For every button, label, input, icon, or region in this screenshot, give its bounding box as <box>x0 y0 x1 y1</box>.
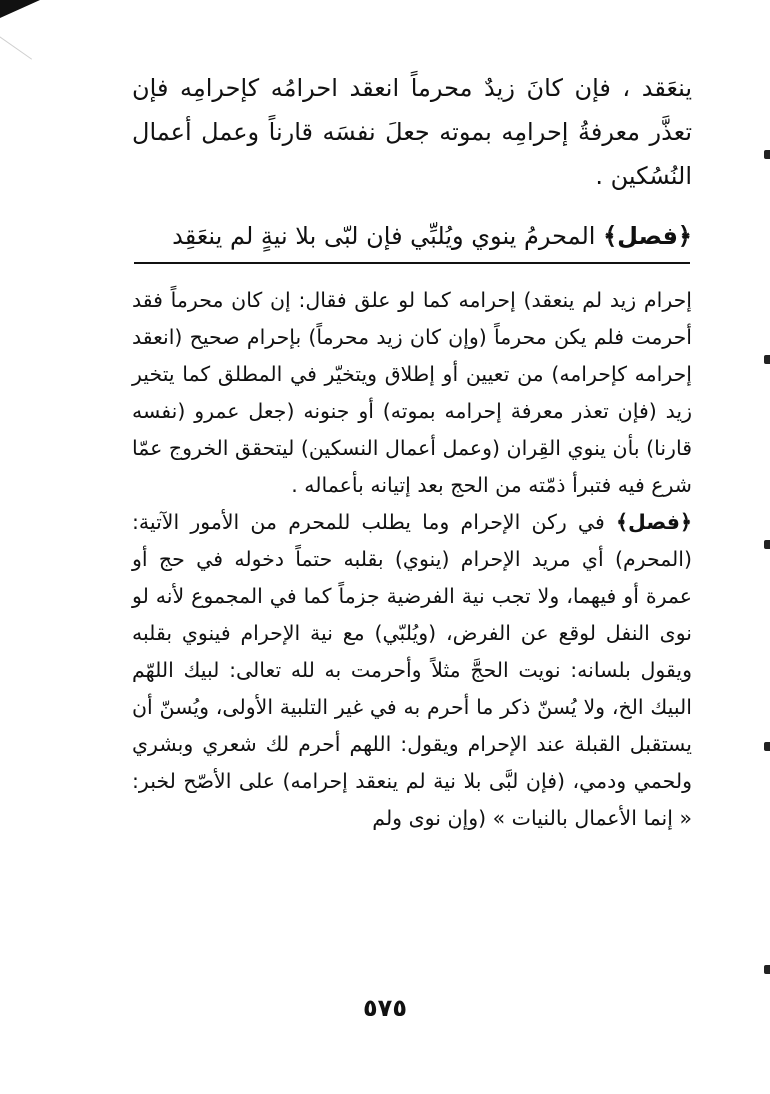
commentary-paragraph <box>132 282 692 504</box>
margin-mark <box>764 355 770 364</box>
commentary-block <box>132 282 692 837</box>
margin-mark <box>764 150 770 159</box>
page-number: ٥٧٥ <box>363 994 407 1022</box>
margin-mark <box>764 540 770 549</box>
fasl-heading <box>132 214 692 258</box>
commentary-paragraph <box>132 504 692 837</box>
top-paragraph: ينعَقد ، فإن كانَ زيدٌ محرماً انعقد احرامُه كإحرامِه فإن تعذَّر معرفةُ إحرامِه بموته جعلَ نفسَه قارناً وعمل أعمال النُسُكين . <box>132 74 692 190</box>
fasl-marker: ﴿فصل﴾ <box>603 222 692 250</box>
margin-mark <box>764 742 770 751</box>
fasl-heading-text: المحرمُ ينوي ويُلبِّي فإن لبّى بلا نيةٍ لم ينعَقِد <box>172 222 596 250</box>
main-text-upper <box>132 66 692 198</box>
margin-mark <box>764 965 770 974</box>
fasl-marker: ﴿فصل﴾ <box>616 510 692 534</box>
commentary-text: في ركن الإحرام وما يطلب للمحرم من الأمور الآتية: (المحرم) أي مريد الإحرام (ينوي) بقلبه حتماً دخوله في حج أو عمرة أو فيهما، ولا تجب نية الفرضية جزماً كما في المجموع لأنه لو نوى النفل لوقع عن الفرض، (ويُلبّي) مع نية الإحرام فينوي بقلبه ويقول بلسانه: نويت الحجَّ مثلاً وأحرمت به لله تعالى: لبيك اللهّم البيك الخ، ولا يُسنّ ذكر ما أحرم به في غير التلبية الأولى، ويُسنّ أن يستقبل القبلة عند الإحرام ويقول: اللهم أحرم لك شعري وبشري ولحمي ودمي، (فإن لبَّى بلا نية لم ينعقد إحرامه) على الأصّح لخبر: « إنما الأعمال بالنيات » (وإن نوى ولم <box>132 510 692 830</box>
commentary-text: إحرام زيد لم ينعقد) إحرامه كما لو علق فقال: إن كان محرماً فقد أحرمت فلم يكن محرماً (وإن كان زيد محرماً) بإحرام صحيح (انعقد إحرامه كإحرامه) من تعيين أو إطلاق ويتخيّر في المطلق كما يتخير زيد (فإن تعذر معرفة إحرامه بموته) أو جنونه (جعل عمرو (نفسه قارنا) بأن ينوي القِران (وعمل أعمال النسكين) ليتحقق الخروج عمّا شرع فيه فتبرأ ذمّته من الحج بعد إتيانه بأعماله . <box>132 288 692 497</box>
page-corner-fold <box>0 11 49 59</box>
section-divider <box>134 262 690 264</box>
